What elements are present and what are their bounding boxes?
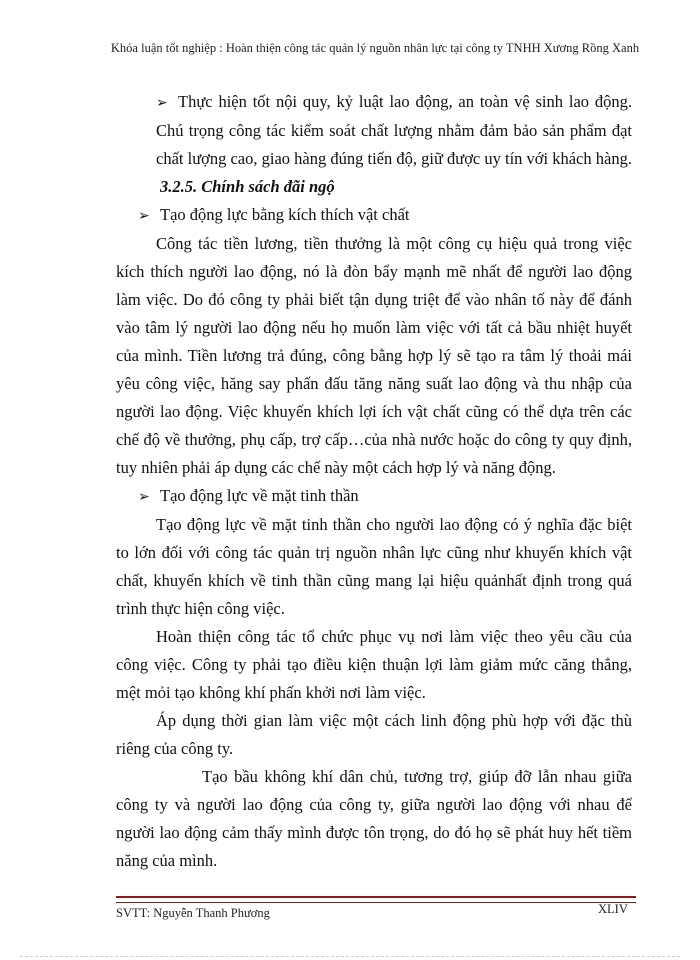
- arrow-bullet-icon: ➢: [138, 208, 150, 224]
- bullet-item: [116, 88, 632, 173]
- bullet-item: [116, 201, 632, 230]
- footer-divider: [116, 896, 636, 903]
- section-heading: 3.2.5. Chính sách đãi ngộ: [160, 177, 335, 196]
- bullet-text: Tạo động lực về mặt tinh thần: [160, 486, 359, 505]
- bullet-text: Tạo động lực bằng kích thích vật chất: [160, 205, 410, 224]
- arrow-bullet-icon: ➢: [138, 489, 150, 505]
- paragraph: Tạo động lực về mặt tinh thần cho người lao động có ý nghĩa đặc biệt to lớn đối với công tác quản trị nguồn nhân lực cũng như khuyến khích vật chất, khuyến khích về tinh thần cũng mang lại hiệu quảnhất định trong quá trình thực hiện công việc.: [116, 515, 632, 618]
- page-header: Khóa luận tốt nghiệp : Hoàn thiện công tác quản lý nguồn nhân lực tại công ty TNHH Xương Rồng Xanh: [110, 41, 640, 55]
- page-number: XLIV: [598, 902, 628, 916]
- paragraph: Áp dụng thời gian làm việc một cách linh động phù hợp với đặc thù riêng của công ty.: [116, 711, 632, 758]
- bullet-item: [116, 482, 632, 511]
- footer-author: SVTT: Nguyễn Thanh Phương: [116, 906, 270, 920]
- bullet-text: Thực hiện tốt nội quy, kỷ luật lao động, an toàn vệ sinh lao động. Chú trọng công tác kiểm soát chất lượng nhằm đảm bảo sản phẩm đạt chất lượng cao, giao hàng đúng tiến độ, giữ được uy tín với khách hàng.: [156, 92, 632, 168]
- arrow-bullet-icon: ➢: [156, 95, 168, 111]
- paragraph: Tạo bầu không khí dân chủ, tương trợ, giúp đỡ lẫn nhau giữa công ty và người lao động của công ty, giữa người lao động với nhau để người lao động cảm thấy mình được tôn trọng, do đó họ sẽ phát huy hết tiềm năng của mình.: [116, 767, 632, 870]
- page-edge-divider: [20, 956, 680, 957]
- paragraph: Hoàn thiện công tác tổ chức phục vụ nơi làm việc theo yêu cầu của công việc. Công ty phải tạo điều kiện thuận lợi làm giảm mức căng thẳng, mệt mỏi tạo không khí phấn khởi nơi làm việc.: [116, 627, 632, 702]
- document-body: [116, 88, 632, 875]
- paragraph: Công tác tiền lương, tiền thưởng là một công cụ hiệu quả trong việc kích thích người lao động, nó là đòn bẩy mạnh mẽ nhất để người lao động làm việc. Do đó công ty phải biết tận dụng triệt để vào nhân tố này để đánh vào tâm lý người lao động nếu họ muốn làm việc với tất cả bầu nhiệt huyết của mình. Tiền lương trả đúng, công bằng hợp lý sẽ tạo ra tâm lý thoải mái yêu công việc, hăng say phấn đấu tăng năng suất lao động và thu nhập của người lao động. Việc khuyến khích lợi ích vật chất cũng có thể dựa trên các chế độ về thưởng, phụ cấp, trợ cấp…của nhà nước hoặc do công ty quy định, tuy nhiên phải áp dụng các chế này một cách hợp lý và năng động.: [116, 234, 632, 477]
